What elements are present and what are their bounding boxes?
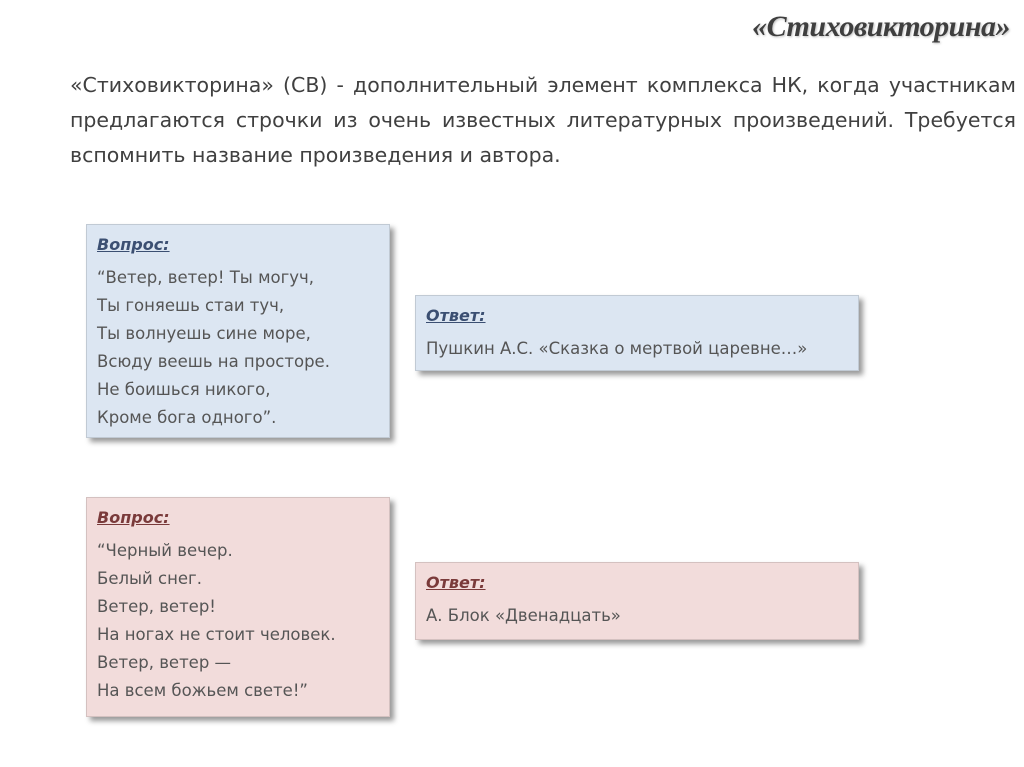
question-line: Не боишься никого, <box>97 380 271 399</box>
answer-card-2 <box>415 562 859 640</box>
answer-text: Пушкин А.С. «Сказка о мертвой царевне…» <box>426 339 808 358</box>
question-line: Белый снег. <box>97 569 202 588</box>
question-heading: Вопрос: <box>97 235 170 254</box>
question-line: Ветер, ветер — <box>97 653 232 672</box>
question-line: “Ветер, ветер! Ты могуч, <box>97 268 315 287</box>
question-line: На ногах не стоит человек. <box>97 625 336 644</box>
question-line: Ты гоняешь стаи туч, <box>97 296 285 315</box>
question-line: На всем божьем свете!” <box>97 681 308 700</box>
question-line: Ты волнуешь сине море, <box>97 324 311 343</box>
answer-heading: Ответ: <box>426 573 486 592</box>
question-line: Кроме бога одного”. <box>97 408 277 427</box>
question-heading: Вопрос: <box>97 508 170 527</box>
slide-title: «Стиховикторина» <box>752 10 1010 43</box>
answer-card-1 <box>415 295 859 371</box>
question-line: Ветер, ветер! <box>97 597 216 616</box>
intro-paragraph: «Стиховикторина» (СВ) - дополнительный элемент комплекса НК, когда участникам предлагаются строчки из очень известных литературных произведений. Требуется вспомнить название произведения и автора. <box>70 73 1016 167</box>
question-card-2 <box>86 497 390 717</box>
answer-heading: Ответ: <box>426 306 486 325</box>
question-line: “Черный вечер. <box>97 541 233 560</box>
answer-text: А. Блок «Двенадцать» <box>426 606 621 625</box>
question-line: Всюду веешь на просторе. <box>97 352 330 371</box>
question-card-1 <box>86 224 390 438</box>
